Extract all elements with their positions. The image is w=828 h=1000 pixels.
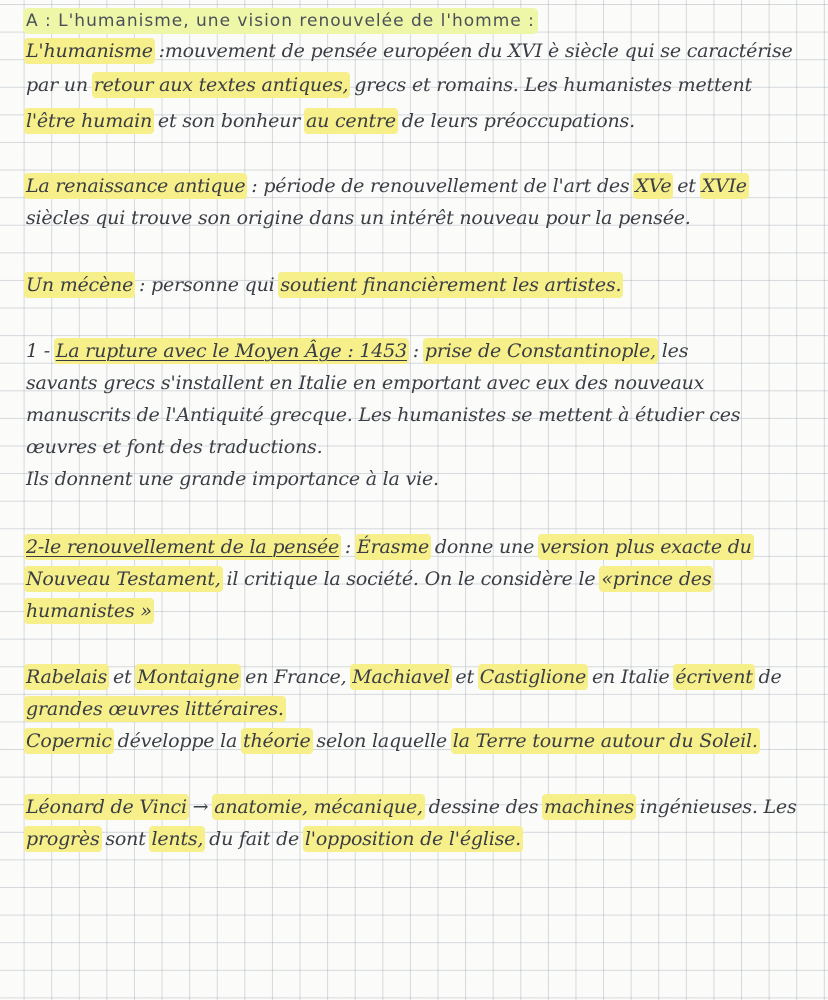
term-mecene: Un mécène bbox=[26, 274, 134, 296]
sec1-line-3: manuscrits de l'Antiquité grecque. Les humanistes se mettent à étudier ces bbox=[26, 404, 741, 426]
sec4-line-2: progrès sont lents, du fait de l'opposition de l'église. bbox=[26, 828, 522, 850]
def-humanisme-line-1: L'humanisme :mouvement de pensée européen du XVI è siècle qui se caractérise bbox=[26, 40, 793, 62]
sec2-line-1: 2-le renouvellement de la pensée : Érasme donne une version plus exacte du bbox=[26, 536, 752, 558]
sec1-line-1: 1 - La rupture avec le Moyen Âge : 1453 : prise de Constantinople, les bbox=[26, 340, 689, 362]
cut-off-top-line bbox=[30, 0, 630, 4]
def-mecene-line: Un mécène : personne qui soutient financièrement les artistes. bbox=[26, 274, 622, 296]
sec3-line-2: grandes œuvres littéraires. bbox=[26, 698, 284, 720]
sec3-line-1: Rabelais et Montaigne en France, Machiavel et Castiglione en Italie écrivent de bbox=[26, 666, 782, 688]
def-humanisme-line-3: l'être humain et son bonheur au centre de leurs préoccupations. bbox=[26, 110, 635, 132]
arrow-glyph: → bbox=[186, 796, 215, 818]
sec2-line-3: humanistes » bbox=[26, 600, 152, 622]
section-title-text: A : L'humanisme, une vision renouvelée de l'homme : bbox=[26, 11, 535, 31]
sec2-line-2: Nouveau Testament, il critique la société. On le considère le «prince des bbox=[26, 568, 712, 590]
def-renaissance-line-2: siècles qui trouve son origine dans un intérêt nouveau pour la pensée. bbox=[26, 207, 691, 229]
term-renaissance: La renaissance antique bbox=[26, 175, 246, 197]
def-humanisme-line-2: par un retour aux textes antiques, grecs et romains. Les humanistes mettent bbox=[26, 74, 752, 96]
section-title bbox=[26, 8, 535, 34]
sec1-line-4: œuvres et font des traductions. bbox=[26, 436, 323, 458]
sec1-line-2: savants grecs s'installent en Italie en emportant avec eux des nouveaux bbox=[26, 372, 705, 394]
sec4-line-1: Léonard de Vinci → anatomie, mécanique, dessine des machines ingénieuses. Les bbox=[26, 796, 797, 818]
sec1-heading: La rupture avec le Moyen Âge : 1453 bbox=[55, 340, 407, 362]
sec2-heading: 2-le renouvellement de la pensée bbox=[26, 536, 340, 558]
sec3-line-3: Copernic développe la théorie selon laquelle la Terre tourne autour du Soleil. bbox=[26, 730, 758, 752]
sec1-line-5: Ils donnent une grande importance à la vie. bbox=[26, 468, 439, 490]
def-renaissance-line-1: La renaissance antique : période de renouvellement de l'art des XVe et XVIe bbox=[26, 175, 747, 197]
term-humanisme: L'humanisme bbox=[26, 40, 153, 62]
